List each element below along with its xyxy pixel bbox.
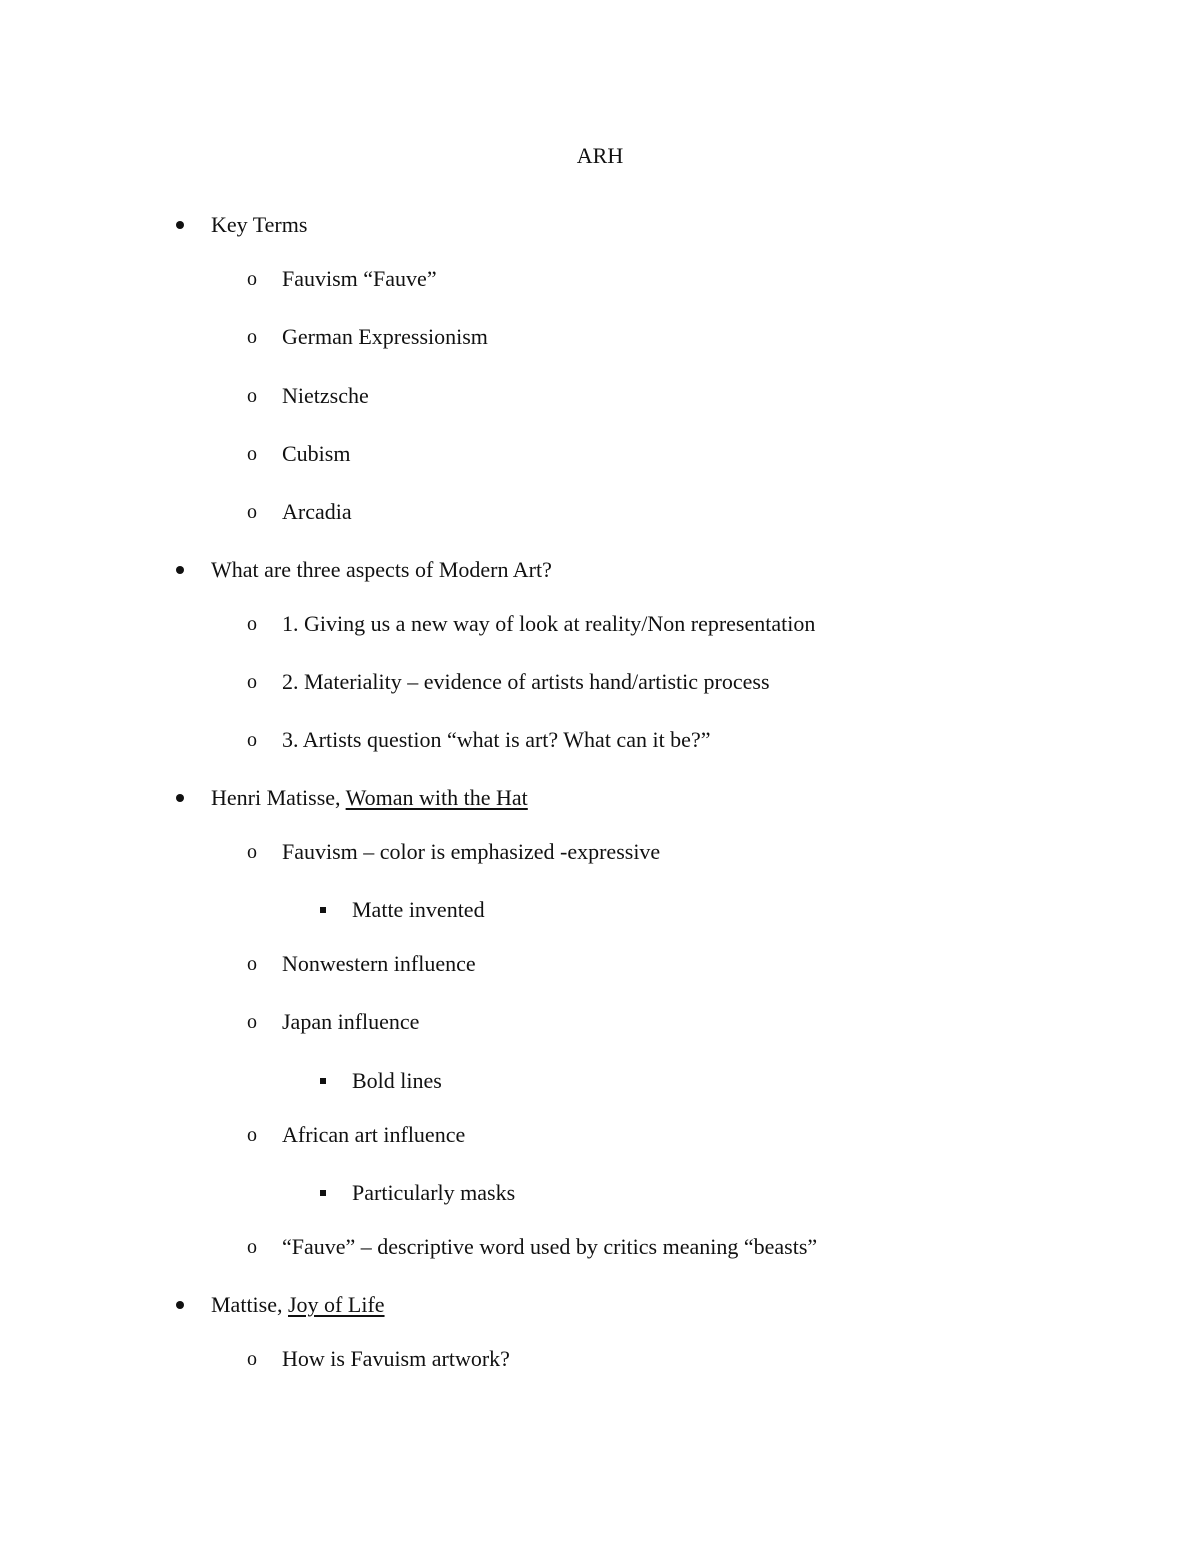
artwork-title: Joy of Life	[288, 1292, 385, 1317]
list-item-text: 1. Giving us a new way of look at reality/Non representation	[282, 611, 816, 636]
list-item-text: African art influence	[282, 1122, 466, 1147]
circle-bullet-icon: o	[247, 841, 257, 863]
list-item-text: German Expressionism	[282, 324, 488, 349]
bullet-dot-icon	[176, 1301, 184, 1309]
square-bullet-icon	[320, 1078, 326, 1084]
list-item-text	[211, 785, 528, 811]
bullet-dot-icon	[176, 794, 184, 802]
artist-name: Mattise,	[211, 1292, 288, 1317]
circle-bullet-icon: o	[247, 1124, 257, 1146]
list-item-text: Arcadia	[282, 499, 352, 524]
list-item-text: Bold lines	[352, 1068, 442, 1093]
circle-bullet-icon: o	[247, 1236, 257, 1258]
list-item-text: 3. Artists question “what is art? What can it be?”	[282, 727, 711, 752]
circle-bullet-icon: o	[247, 1348, 257, 1370]
list-item-text: How is Favuism artwork?	[282, 1346, 510, 1371]
artist-name: Henri Matisse,	[211, 785, 346, 810]
list-item-text: Fauvism – color is emphasized -expressive	[282, 839, 661, 864]
list-item-text: What are three aspects of Modern Art?	[211, 557, 552, 582]
circle-bullet-icon: o	[247, 671, 257, 693]
list-item-text: Matte invented	[352, 897, 485, 922]
list-item-text: Nietzsche	[282, 383, 369, 408]
square-bullet-icon	[320, 907, 326, 913]
bullet-dot-icon	[176, 221, 184, 229]
list-item-text: 2. Materiality – evidence of artists hand/artistic process	[282, 669, 770, 694]
list-item-text: Nonwestern influence	[282, 951, 476, 976]
list-item-text: Particularly masks	[352, 1180, 516, 1205]
list-item-text: “Fauve” – descriptive word used by critics meaning “beasts”	[282, 1234, 818, 1259]
circle-bullet-icon: o	[247, 953, 257, 975]
list-item-text	[211, 1292, 385, 1318]
list-item-text: Fauvism “Fauve”	[282, 266, 437, 291]
square-bullet-icon	[320, 1190, 326, 1196]
circle-bullet-icon: o	[247, 613, 257, 635]
list-item-text: Cubism	[282, 441, 351, 466]
bullet-dot-icon	[176, 566, 184, 574]
list-item-text: Japan influence	[282, 1009, 420, 1034]
circle-bullet-icon: o	[247, 326, 257, 348]
circle-bullet-icon: o	[247, 501, 257, 523]
circle-bullet-icon: o	[247, 1011, 257, 1033]
circle-bullet-icon: o	[247, 443, 257, 465]
artwork-title: Woman with the Hat	[345, 785, 528, 810]
circle-bullet-icon: o	[247, 268, 257, 290]
circle-bullet-icon: o	[247, 385, 257, 407]
list-item-text: Key Terms	[211, 212, 308, 237]
page-title: ARH	[576, 143, 624, 168]
circle-bullet-icon: o	[247, 729, 257, 751]
